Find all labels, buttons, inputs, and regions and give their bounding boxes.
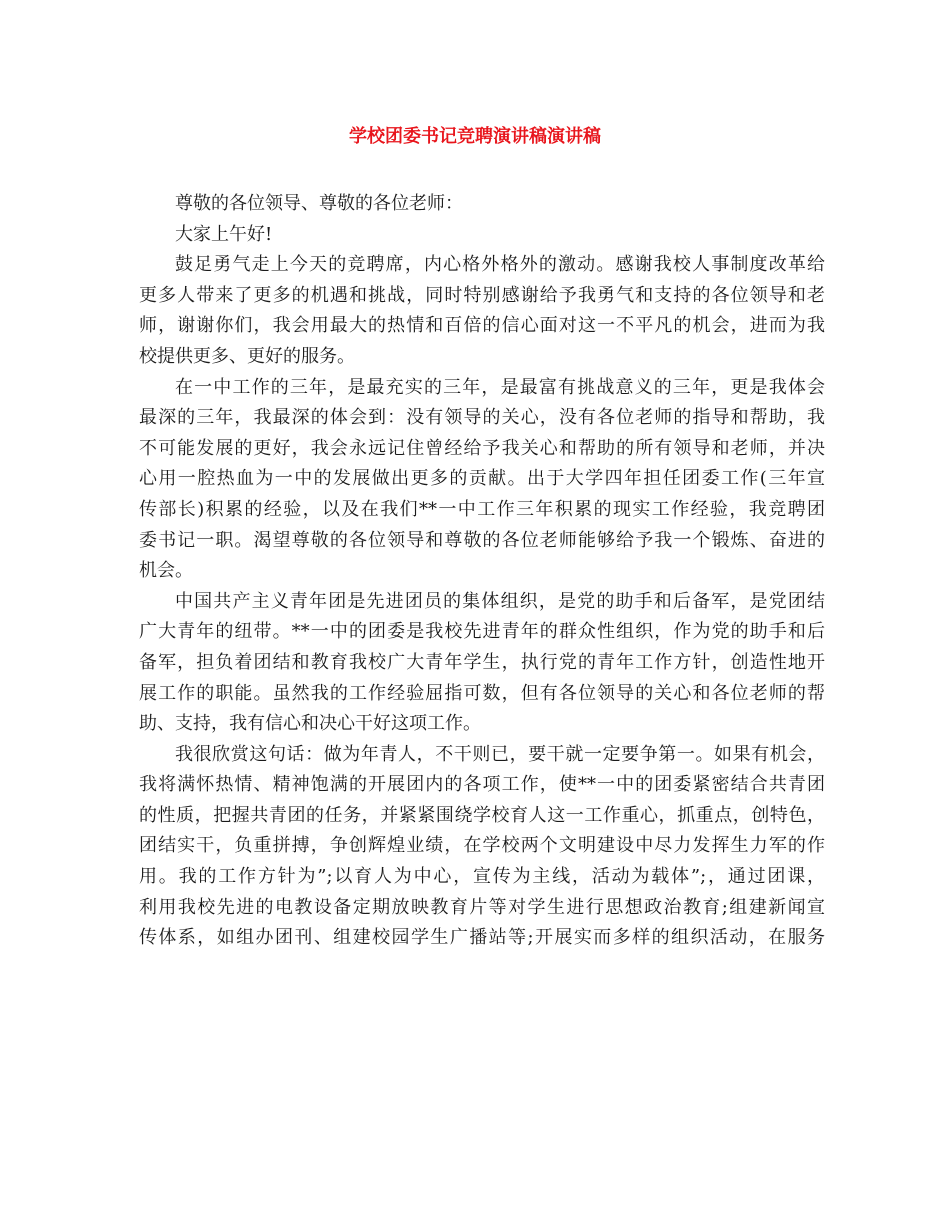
body-line: 大家上午好!	[175, 223, 273, 245]
body-line: 师，谢谢你们，我会用最大的热情和百倍的信心面对这一不平凡的机会，进而为我	[139, 315, 825, 337]
body-line: 利用我校先进的电教设备定期放映教育片等对学生进行思想政治教育;组建新闻宣	[139, 896, 825, 918]
body-line: 鼓足勇气走上今天的竞聘席，内心格外格外的激动。感谢我校人事制度改革给	[175, 254, 825, 276]
body-line: 传体系，如组办团刊、组建校园学生广播站等;开展实而多样的组织活动，在服务	[139, 927, 825, 949]
body-line: 广大青年的纽带。**一中的团委是我校先进青年的群众性组织，作为党的助手和后	[139, 621, 825, 643]
body-line: 备军，担负着团结和教育我校广大青年学生，执行党的青年工作方针，创造性地开	[139, 651, 825, 673]
body-line: 更多人带来了更多的机遇和挑战，同时特别感谢给予我勇气和支持的各位领导和老	[139, 284, 825, 306]
body-line: 展工作的职能。虽然我的工作经验屈指可数，但有各位领导的关心和各位老师的帮	[139, 682, 825, 704]
body-line: 校提供更多、更好的服务。	[139, 345, 355, 367]
body-line: 中国共产主义青年团是先进团员的集体组织，是党的助手和后备军，是党团结	[175, 590, 825, 612]
body-line: 在一中工作的三年，是最充实的三年，是最富有挑战意义的三年，更是我体会	[175, 376, 825, 398]
body-line: 助、支持，我有信心和决心干好这项工作。	[139, 713, 481, 735]
body-line: 心用一腔热血为一中的发展做出更多的贡献。出于大学四年担任团委工作(三年宣	[139, 468, 825, 490]
body-line: 机会。	[139, 560, 193, 582]
body-line: 最深的三年，我最深的体会到：没有领导的关心，没有各位老师的指导和帮助，我	[139, 407, 825, 429]
body-line: 我将满怀热情、精神饱满的开展团内的各项工作，使**一中的团委紧密结合共青团	[139, 774, 825, 796]
body-line: 不可能发展的更好，我会永远记住曾经给予我关心和帮助的所有领导和老师，并决	[139, 437, 825, 459]
body-line: 我很欣赏这句话：做为年青人，不干则已，要干就一定要争第一。如果有机会，	[175, 743, 825, 765]
body-line: 尊敬的各位领导、尊敬的各位老师：	[175, 193, 463, 214]
body-line: 委书记一职。渴望尊敬的各位领导和尊敬的各位老师能够给予我一个锻炼、奋进的	[139, 529, 825, 551]
body-line: 的性质，把握共青团的任务，并紧紧围绕学校育人这一工作重心，抓重点，创特色，	[139, 804, 825, 826]
document-body	[139, 189, 825, 954]
body-line: 传部长)积累的经验，以及在我们**一中工作三年积累的现实工作经验，我竞聘团	[139, 498, 825, 520]
body-line: 团结实干，负重拼搏，争创辉煌业绩，在学校两个文明建设中尽力发挥生力军的作	[139, 835, 825, 857]
body-line: 用。我的工作方针为”;以育人为中心，宣传为主线，活动为载体”;，通过团课，	[139, 866, 825, 888]
document-title: 学校团委书记竞聘演讲稿演讲稿	[349, 126, 601, 147]
